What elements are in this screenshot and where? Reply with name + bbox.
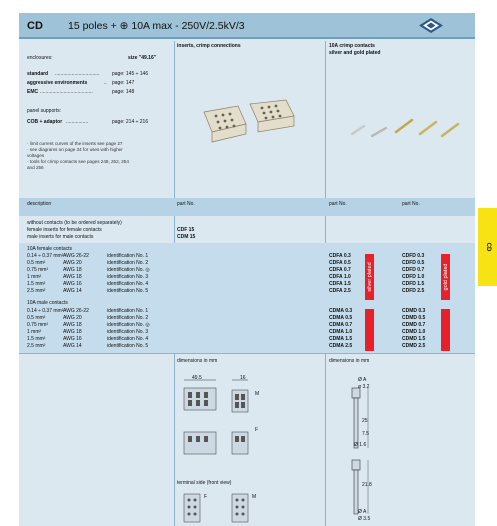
male-row-4-awg: AWG 16 (63, 336, 82, 342)
ref-aggressive-page[interactable]: page: 147 (112, 80, 135, 86)
female-row-0-gold: CDFD 0.3 (402, 253, 425, 259)
male-row-5-awg: AWG 14 (63, 343, 82, 349)
male-row-2-silver: CDMA 0.7 (329, 322, 353, 328)
female-row-4-id: identification No. 4 (107, 281, 149, 287)
male-row-4-size: 1.5 mm² (27, 336, 46, 342)
female-row-4-awg: AWG 16 (63, 281, 82, 287)
ref-aggressive-dots: .. (104, 80, 107, 86)
male-row-3-awg: AWG 18 (63, 329, 82, 335)
female-row-5-gold: CDFD 2.5 (402, 288, 425, 294)
terminal-side-label: terminal side (front view) (177, 480, 232, 486)
ref-emc-dots: ...................................... (40, 89, 93, 95)
inserts-dimension-drawing (176, 374, 268, 474)
gold-plated-bar-female (441, 254, 450, 300)
header-title: 15 poles + ⊕ 10A max - 250V/2.5kV/3 (68, 20, 245, 32)
female-row-0-size: 0.14 ÷ 0.37 mm² (27, 253, 64, 259)
silver-plated-bar-male (365, 309, 374, 351)
female-row-1-awg: AWG 20 (63, 260, 82, 266)
female-row-5-awg: AWG 14 (63, 288, 82, 294)
contact-dim-0: Ø A (358, 377, 367, 383)
note-line-2: · see diagrams on page 34 for uses with higher (27, 147, 123, 152)
th-description: description (27, 201, 52, 207)
female-row-2-silver: CDFA 0.7 (329, 267, 351, 273)
female-row-5-size: 2.5 mm² (27, 288, 46, 294)
male-row-3-gold: CDMD 1.0 (402, 329, 426, 335)
dim-16: 16 (240, 375, 246, 381)
female-row-3-gold: CDFD 1.0 (402, 274, 425, 280)
male-row-3-silver: CDMA 1.0 (329, 329, 353, 335)
section-tab-cd[interactable] (478, 208, 497, 286)
ref-standard-page[interactable]: page: 145 ÷ 146 (112, 71, 149, 77)
female-row-3-id: identification No. 3 (107, 274, 149, 280)
note-line-3: voltages (27, 153, 45, 158)
female-row-3-silver: CDFA 1.0 (329, 274, 351, 280)
female-row-4-silver: CDFA 1.5 (329, 281, 351, 287)
brand-logo-icon (419, 18, 443, 33)
female-row-1-id: identification No. 2 (107, 260, 149, 266)
female-row-1-silver: CDFA 0.5 (329, 260, 351, 266)
male-row-4-silver: CDMA 1.5 (329, 336, 353, 342)
header-bar (19, 13, 475, 39)
contact-dim-7: Ø 3.5 (358, 516, 371, 522)
male-row-3-size: 1 mm² (27, 329, 42, 335)
band-bottom-rule (19, 353, 475, 354)
female-row-2-size: 0.75 mm² (27, 267, 49, 273)
note-line-1: · limit current curves of the inserts see page 27 (27, 141, 123, 146)
cob-label: COB + adaptor (27, 119, 63, 125)
series-code: CD (27, 20, 43, 32)
female-row-1-size: 0.5 mm² (27, 260, 46, 266)
th-part-no-inserts: part No. (177, 201, 195, 207)
female-row-1-gold: CDFD 0.5 (402, 260, 425, 266)
contacts-product-image (350, 112, 460, 142)
male-row-0-silver: CDMA 0.3 (329, 308, 353, 314)
male-title: 10A male contacts (27, 300, 68, 306)
contact-dim-6: Ø A (358, 509, 367, 515)
contacts-column-subtitle: silver and gold plated (329, 50, 381, 56)
female-row-4-size: 1.5 mm² (27, 281, 46, 287)
dim-letter-f2: F (204, 494, 208, 500)
male-row-4-gold: CDMD 1.5 (402, 336, 426, 342)
insert-row-part-2: CDM 15 (177, 234, 196, 240)
male-row-3-id: identification No. 3 (107, 329, 149, 335)
ref-standard-dots: ................................ (55, 71, 100, 77)
ref-standard-label: standard (27, 71, 49, 77)
male-row-0-id: identification No. 1 (107, 308, 149, 314)
male-row-4-id: identification No. 4 (107, 336, 149, 342)
cob-dots: ................ (66, 119, 89, 125)
female-row-2-id: identification No. ◎ (107, 267, 150, 273)
ref-emc-page[interactable]: page: 148 (112, 89, 135, 95)
note-line-5: and 256 (27, 165, 44, 170)
contacts-column-title: 10A crimp contacts (329, 43, 375, 49)
dimensions-label-inserts: dimensions in mm (177, 358, 218, 364)
female-title: 10A female contacts (27, 246, 73, 252)
male-row-1-awg: AWG 20 (63, 315, 82, 321)
female-row-0-silver: CDFA 0.3 (329, 253, 351, 259)
dim-49-5: 49.5 (192, 375, 202, 381)
female-row-3-size: 1 mm² (27, 274, 42, 280)
ref-emc-label: EMC (27, 89, 39, 95)
cob-page[interactable]: page: 214 ÷ 216 (112, 119, 149, 125)
female-row-3-awg: AWG 18 (63, 274, 82, 280)
contact-dim-3: 7.5 (362, 431, 369, 437)
female-row-5-id: identification No. 5 (107, 288, 149, 294)
enclosures-label: enclosures: (27, 55, 53, 61)
male-row-1-silver: CDMA 0.5 (329, 315, 353, 321)
male-row-1-gold: CDMD 0.5 (402, 315, 426, 321)
dim-letter-m2: M (252, 494, 257, 500)
section-tab-label: CD (484, 242, 491, 252)
male-row-2-size: 0.75 mm² (27, 322, 49, 328)
female-row-0-id: identification No. 1 (107, 253, 149, 259)
contacts-dimension-drawing (338, 372, 378, 524)
male-row-5-size: 2.5 mm² (27, 343, 46, 349)
note-line-4: · tools for crimp contacts see pages 248, 252, 254 (27, 159, 129, 164)
dim-letter-m1: M (255, 391, 260, 397)
male-row-2-gold: CDMD 0.7 (402, 322, 426, 328)
male-row-5-id: identification No. 5 (107, 343, 149, 349)
female-row-2-gold: CDFD 0.7 (402, 267, 425, 273)
contact-dim-4: Ø 1.6 (354, 442, 367, 448)
male-row-0-size: 0.14 ÷ 0.37 mm² (27, 308, 64, 314)
male-row-2-id: identification No. ◎ (107, 322, 150, 328)
insert-row-desc-1: female inserts for female contacts (27, 227, 102, 233)
gold-plated-label: gold plated (442, 263, 449, 291)
male-row-0-gold: CDMD 0.3 (402, 308, 426, 314)
panel-supports-label: panel supports: (27, 108, 62, 114)
ref-aggressive-label: aggressive environments (27, 80, 88, 86)
contact-dim-1: ø 3.2 (358, 384, 370, 390)
dimensions-label-contacts: dimensions in mm (329, 358, 370, 364)
female-row-4-gold: CDFD 1.5 (402, 281, 425, 287)
insert-row-desc-2: male inserts for male contacts (27, 234, 94, 240)
female-row-0-awg: AWG 26-22 (63, 253, 89, 259)
male-row-1-id: identification No. 2 (107, 315, 149, 321)
insert-row-part-1: CDF 15 (177, 227, 195, 233)
female-row-2-awg: AWG 18 (63, 267, 82, 273)
silver-plated-label: silver plated (366, 262, 373, 292)
male-row-5-gold: CDMD 2.5 (402, 343, 426, 349)
contact-dim-2: 25 (362, 418, 368, 424)
male-row-1-size: 0.5 mm² (27, 315, 46, 321)
dim-letter-f1: F (255, 427, 259, 433)
gold-plated-bar-male (441, 309, 450, 351)
enclosures-size: size "49.16" (128, 55, 157, 61)
silver-plated-bar-female (365, 254, 374, 300)
contact-dim-5: 21.8 (362, 482, 372, 488)
th-part-no-silver: part No. (329, 201, 347, 207)
female-row-5-silver: CDFA 2.5 (329, 288, 351, 294)
inserts-column-title: inserts, crimp connections (177, 43, 241, 49)
th-part-no-gold: part No. (402, 201, 420, 207)
male-row-0-awg: AWG 26-22 (63, 308, 89, 314)
insert-row-desc-0: without contacts (to be ordered separately) (27, 220, 122, 226)
male-row-2-awg: AWG 18 (63, 322, 82, 328)
male-row-5-silver: CDMA 2.5 (329, 343, 353, 349)
insert-product-image (200, 98, 300, 146)
